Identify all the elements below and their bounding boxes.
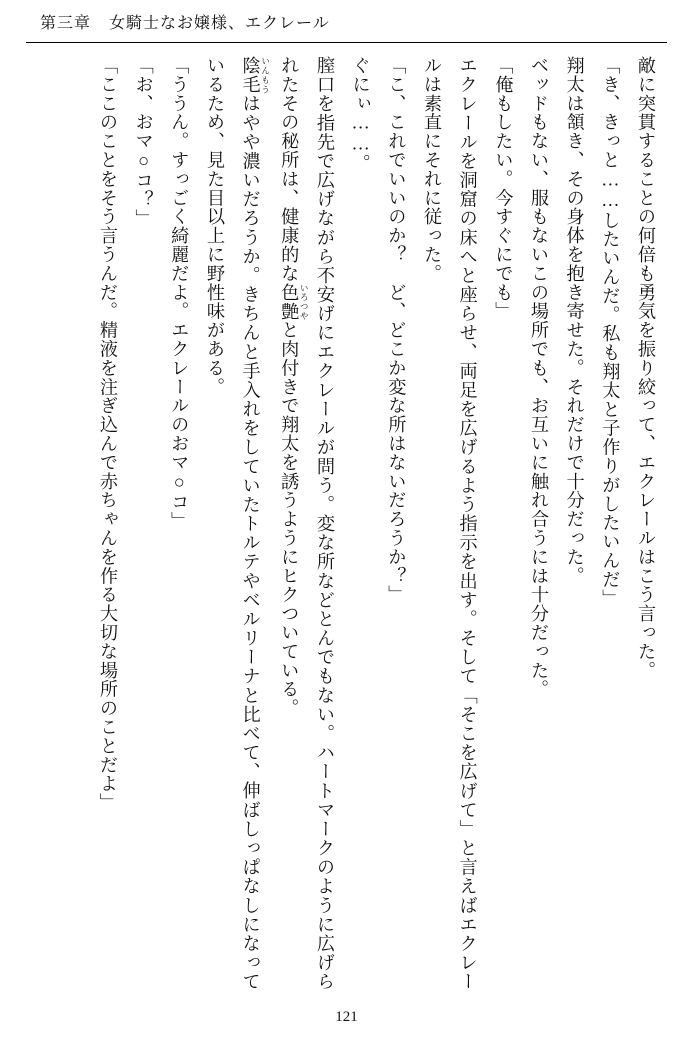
paragraph: 「ここのことをそう言うんだ。精液を注ぎ込んで赤ちゃんを作る大切な場所のことだよ」	[97, 56, 118, 812]
page-body	[33, 56, 663, 991]
paragraph: ぐにぃ……。	[350, 56, 371, 173]
header-divider	[26, 42, 667, 43]
paragraph: 「き、きっと……したいんだ。私も翔太と子作りがしたいんだ」	[600, 56, 621, 608]
paragraph: 膣口を指先で広げながら不安げにエクレールが問う。変な所などとんでもない。ハートマークのように広げられたその秘所は、健康的な色艶 いろつやと肉付きで翔太を誘うようにヒクついている。	[279, 56, 335, 991]
paragraph: 敵に突貫することの何倍も勇気を振り絞って、エクレールはこう言った。	[636, 56, 656, 680]
paragraph: 「ううん。すっごく綺麗だよ。エクレールのおマ○コ」	[169, 56, 190, 531]
chapter-number: 第三章	[40, 15, 92, 32]
page-number: 121	[335, 1009, 358, 1025]
chapter-title: 女騎士なお嬢様、エクレール	[109, 15, 330, 32]
paragraph: 「俺もしたい。今すぐにでも」	[493, 56, 514, 321]
paragraph: 陰毛 いんもうはやや濃いだろうか。きちんと手入れをしていたトルテやベルリーナと比べて、伸ばしっぱなしになっているため、見た目以上に野性味がある。	[204, 56, 271, 991]
paragraph: ベッドもない、服もないこの場所でも、お互いに触れ合うには十分だった。	[528, 56, 549, 699]
paragraph: エクレールを洞窟の床へと座らせ、両足を広げるよう指示を出す。そして「そこを広げて」と言えばエクレールは素直にそれに従った。	[421, 56, 478, 991]
paragraph: 翔太は頷き、その身体を抱き寄せた。それだけで十分だった。	[564, 56, 585, 586]
paragraph: 「お、おマ○コ？」	[133, 56, 154, 228]
running-head	[40, 10, 653, 40]
paragraph: 「こ、これでいいのか？ ど、どこか変な所はないだろうか？」	[386, 56, 407, 605]
